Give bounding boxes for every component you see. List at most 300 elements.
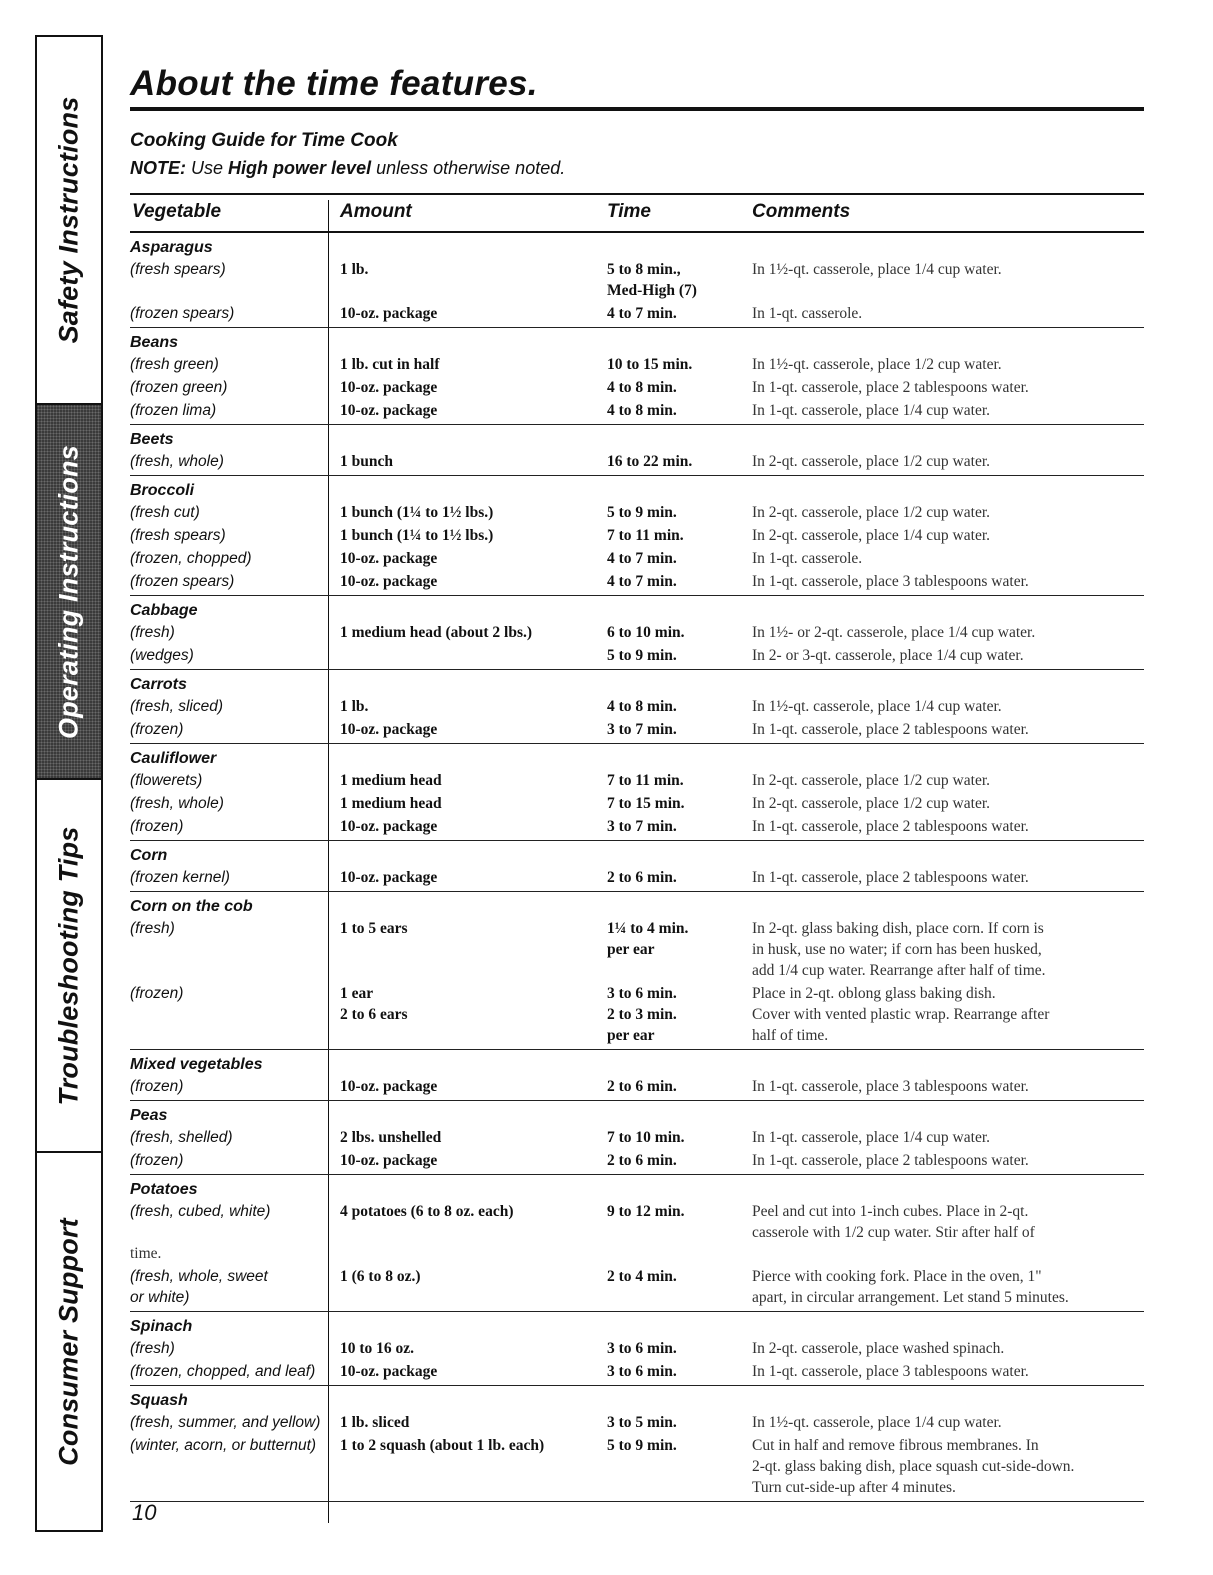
comment-cell [752, 1412, 1144, 1433]
table-row [130, 719, 1144, 740]
vegetable-form [130, 1338, 330, 1359]
table-header [130, 195, 1144, 233]
sidebar-tab-safety-instructions[interactable] [37, 37, 101, 405]
vegetable-group [130, 596, 1144, 670]
time-cell [607, 1266, 677, 1287]
sidebar-tab-label: Safety Instructions [53, 96, 84, 344]
comment-cell-line: Turn cut-side-up after 4 minutes. [752, 1479, 956, 1496]
comment-cell [752, 770, 1144, 791]
vegetable-form-line: (fresh spears) [130, 261, 226, 278]
time-cell-line: 6 to 10 min. [607, 624, 685, 641]
amount-cell [340, 622, 532, 643]
comment-cell-line: In 2-qt. casserole, place 1/2 cup water. [752, 504, 991, 521]
time-cell-line: 7 to 15 min. [607, 795, 685, 812]
amount-cell [340, 1076, 437, 1097]
amount-cell [340, 1435, 544, 1456]
amount-cell-line: 1 (6 to 8 oz.) [340, 1268, 421, 1285]
time-cell-line: Med-High (7) [607, 282, 697, 299]
amount-cell [340, 1150, 437, 1171]
vegetable-form [130, 451, 330, 472]
comment-cell-line: In 1½-qt. casserole, place 1/4 cup water. [752, 261, 1002, 278]
time-cell [607, 354, 692, 375]
comment-cell-line: Cut in half and remove fibrous membranes. In [752, 1437, 1039, 1454]
table-row [130, 1435, 1144, 1498]
vegetable-form-line: (frozen lima) [130, 402, 217, 419]
vegetable-form [130, 377, 330, 398]
amount-cell-line: 4 potatoes (6 to 8 oz. each) [340, 1203, 514, 1220]
amount-cell-line: 1 lb. [340, 261, 369, 278]
vegetable-form [130, 1127, 330, 1148]
amount-cell [340, 259, 368, 280]
comment-cell [752, 502, 1144, 523]
vegetable-name: Cauliflower [130, 750, 217, 767]
vegetable-form [130, 400, 330, 421]
comment-cell-line: Cover with vented plastic wrap. Rearrange after [752, 1006, 1050, 1023]
vegetable-form [130, 622, 330, 643]
table-row [130, 816, 1144, 837]
comment-cell [752, 354, 1144, 375]
time-cell-line: 4 to 8 min. [607, 402, 677, 419]
amount-cell-line: 10-oz. package [340, 1152, 438, 1169]
vegetable-form-line: (winter, acorn, or butternut) [130, 1437, 317, 1454]
time-cell [607, 770, 684, 791]
amount-cell-line: 10-oz. package [340, 573, 438, 590]
time-cell [607, 548, 677, 569]
time-cell-line: 3 to 6 min. [607, 1340, 677, 1357]
comment-cell-line: Pierce with cooking fork. Place in the oven, 1" [752, 1268, 1042, 1285]
note-bold: High power level [228, 158, 372, 178]
amount-cell [340, 400, 437, 421]
comment-cell-line: In 2-qt. casserole, place washed spinach. [752, 1340, 1005, 1357]
vegetable-name: Corn [130, 847, 168, 864]
comment-cell-line: In 1-qt. casserole. [752, 550, 863, 567]
vegetable-group [130, 233, 1144, 328]
amount-cell [340, 548, 437, 569]
vegetable-form [130, 793, 330, 814]
page-title: About the time features. [130, 64, 538, 103]
table-row [130, 983, 1144, 1046]
comment-cell [752, 400, 1144, 421]
time-cell-line: 2 to 6 min. [607, 869, 677, 886]
vegetable-form [130, 354, 330, 375]
vegetable-name: Beans [130, 334, 179, 351]
comment-cell-line: add 1/4 cup water. Rearrange after half of time. [752, 962, 1046, 979]
vegetable-group [130, 1101, 1144, 1175]
vegetable-form-line: (frozen) [130, 1078, 184, 1095]
table-row [130, 548, 1144, 569]
amount-cell [340, 696, 368, 717]
amount-cell [340, 571, 437, 592]
vegetable-form-line: (fresh, sliced) [130, 698, 224, 715]
sidebar-tab-label: Troubleshooting Tips [53, 826, 84, 1105]
comment-cell [752, 1201, 1144, 1243]
comment-continuation: time. [130, 1245, 162, 1262]
amount-cell [340, 983, 408, 1025]
time-cell [607, 1076, 677, 1097]
table-row [130, 1076, 1144, 1097]
time-cell-line: 5 to 8 min., [607, 261, 681, 278]
comment-cell-line: In 2-qt. glass baking dish, place corn. If corn is [752, 920, 1044, 937]
amount-cell [340, 354, 439, 375]
amount-cell-line: 1 to 2 squash (about 1 lb. each) [340, 1437, 545, 1454]
vegetable-form [130, 571, 330, 592]
time-cell-line: 16 to 22 min. [607, 453, 693, 470]
comment-cell-line: In 1-qt. casserole, place 2 tablespoons water. [752, 869, 1029, 886]
amount-cell [340, 1338, 414, 1359]
table-row [130, 354, 1144, 375]
time-cell-line: 4 to 7 min. [607, 573, 677, 590]
time-cell [607, 400, 677, 421]
vegetable-name: Cabbage [130, 602, 198, 619]
amount-cell-line: 10-oz. package [340, 305, 438, 322]
table-row [130, 1361, 1144, 1382]
amount-cell [340, 770, 442, 791]
comment-cell [752, 303, 1144, 324]
table-row [130, 571, 1144, 592]
note-label: NOTE: [130, 158, 186, 178]
table-row [130, 259, 1144, 301]
vegetable-group [130, 425, 1144, 476]
amount-cell-line: 1 bunch (1¼ to 1½ lbs.) [340, 527, 494, 544]
time-cell [607, 719, 677, 740]
time-cell [607, 622, 685, 643]
comment-cell [752, 1266, 1144, 1308]
comment-cell [752, 1150, 1144, 1171]
vegetable-form-line: (fresh, whole, sweet [130, 1268, 268, 1285]
amount-cell [340, 525, 493, 546]
comment-cell [752, 1076, 1144, 1097]
comment-cell-line: In 2-qt. casserole, place 1/2 cup water. [752, 772, 991, 789]
table-row [130, 918, 1144, 981]
amount-cell-line: 1 lb. cut in half [340, 356, 440, 373]
table-row [130, 1266, 1144, 1308]
vegetable-form-line: (frozen spears) [130, 573, 235, 590]
comment-cell-line: In 2- or 3-qt. casserole, place 1/4 cup water. [752, 647, 1024, 664]
time-cell-line: 5 to 9 min. [607, 1437, 677, 1454]
comment-cell [752, 1338, 1144, 1359]
header-comments: Comments [752, 201, 851, 222]
amount-cell [340, 645, 344, 666]
comment-cell-line: In 1½-qt. casserole, place 1/4 cup water. [752, 698, 1002, 715]
vegetable-form-line: (fresh) [130, 920, 175, 937]
table-row [130, 645, 1144, 666]
time-cell-line: 7 to 11 min. [607, 772, 684, 789]
amount-cell-line: 10-oz. package [340, 721, 438, 738]
note-suffix: unless otherwise noted. [376, 158, 566, 178]
table-row [130, 696, 1144, 717]
amount-cell-line: 1 medium head [340, 772, 442, 789]
amount-cell [340, 502, 493, 523]
time-cell-line: 9 to 12 min. [607, 1203, 685, 1220]
comment-cell [752, 571, 1144, 592]
comment-cell [752, 1435, 1144, 1498]
time-cell-line: 5 to 9 min. [607, 504, 677, 521]
note-line [130, 158, 565, 179]
time-cell [607, 1435, 677, 1456]
time-cell-line: 4 to 7 min. [607, 305, 677, 322]
vegetable-form [130, 1361, 330, 1382]
time-cell-line: per ear [607, 1027, 655, 1044]
vegetable-group [130, 328, 1144, 425]
vegetable-form [130, 1266, 330, 1308]
amount-cell [340, 1361, 437, 1382]
vegetable-group [130, 1175, 1144, 1312]
vegetable-group [130, 670, 1144, 744]
table-row [130, 1201, 1144, 1243]
time-cell-line: 3 to 5 min. [607, 1414, 677, 1431]
time-cell [607, 1127, 685, 1148]
table-row [130, 770, 1144, 791]
comment-cell [752, 1127, 1144, 1148]
time-cell [607, 983, 677, 1046]
time-cell-line: 2 to 6 min. [607, 1152, 677, 1169]
amount-cell [340, 1127, 441, 1148]
time-cell-line: 2 to 4 min. [607, 1268, 677, 1285]
sidebar-tab-troubleshooting-tips[interactable] [37, 780, 101, 1153]
table-row [130, 303, 1144, 324]
amount-cell [340, 1412, 409, 1433]
comment-cell-line: Peel and cut into 1-inch cubes. Place in 2-qt. [752, 1203, 1029, 1220]
page-number: 10 [132, 1500, 157, 1525]
comment-cell-line: 2-qt. glass baking dish, place squash cut-side-down. [752, 1458, 1075, 1475]
time-cell [607, 451, 692, 472]
comment-cell-line: In 1½-qt. casserole, place 1/2 cup water. [752, 356, 1002, 373]
amount-cell-line: 1 lb. sliced [340, 1414, 410, 1431]
time-cell-line: 3 to 6 min. [607, 1363, 677, 1380]
vegetable-form-line: (fresh spears) [130, 527, 226, 544]
amount-cell-line: 10-oz. package [340, 550, 438, 567]
vegetable-form-line: (frozen kernel) [130, 869, 230, 886]
vegetable-form-line: (frozen, chopped, and leaf) [130, 1363, 316, 1380]
sidebar-tab-consumer-support[interactable] [37, 1153, 101, 1530]
vegetable-form-line: (frozen green) [130, 379, 228, 396]
vegetable-form-line: (fresh green) [130, 356, 219, 373]
time-cell-line: 2 to 6 min. [607, 1078, 677, 1095]
comment-cell [752, 645, 1144, 666]
note-prefix: Use [191, 158, 224, 178]
time-cell [607, 1338, 677, 1359]
vegetable-name: Beets [130, 431, 174, 448]
amount-cell [340, 377, 437, 398]
comment-cell [752, 451, 1144, 472]
vegetable-form [130, 1412, 330, 1433]
comment-cell-line: Place in 2-qt. oblong glass baking dish. [752, 985, 996, 1002]
comment-cell-line: In 1-qt. casserole, place 2 tablespoons water. [752, 1152, 1029, 1169]
vegetable-name: Mixed vegetables [130, 1056, 263, 1073]
amount-cell-line: 10-oz. package [340, 818, 438, 835]
vegetable-name: Peas [130, 1107, 168, 1124]
vegetable-group [130, 1312, 1144, 1386]
table-row [130, 525, 1144, 546]
comment-cell-line: In 1-qt. casserole, place 2 tablespoons water. [752, 818, 1029, 835]
vegetable-form [130, 1150, 330, 1171]
table-row [130, 1150, 1144, 1171]
table-row [130, 400, 1144, 421]
vegetable-group [130, 1386, 1144, 1502]
comment-cell [752, 259, 1144, 280]
vegetable-form-line: (frozen, chopped) [130, 550, 252, 567]
comment-cell-line: in husk, use no water; if corn has been husked, [752, 941, 1042, 958]
time-cell [607, 918, 688, 960]
vegetable-form-line: (frozen) [130, 721, 184, 738]
amount-cell [340, 451, 393, 472]
comment-cell-line: apart, in circular arrangement. Let stand 5 minutes. [752, 1289, 1069, 1306]
time-cell [607, 793, 685, 814]
table-row [130, 622, 1144, 643]
time-cell [607, 867, 677, 888]
vegetable-group [130, 744, 1144, 841]
amount-cell-line: 1 to 5 ears [340, 920, 408, 937]
comment-cell-line: In 1-qt. casserole, place 3 tablespoons water. [752, 1078, 1029, 1095]
comment-cell-line: In 2-qt. casserole, place 1/4 cup water. [752, 527, 991, 544]
amount-cell-line: 1 ear [340, 985, 374, 1002]
time-cell [607, 1150, 677, 1171]
time-cell-line: 4 to 8 min. [607, 698, 677, 715]
time-cell-line: 7 to 11 min. [607, 527, 684, 544]
amount-cell-line: 2 to 6 ears [340, 1006, 408, 1023]
vegetable-form-line: (fresh, summer, and yellow) [130, 1414, 321, 1431]
time-cell-line: 4 to 8 min. [607, 379, 677, 396]
vegetable-group [130, 1050, 1144, 1101]
vegetable-form [130, 303, 330, 324]
vegetable-form-line: (fresh, cubed, white) [130, 1203, 271, 1220]
vegetable-form [130, 502, 330, 523]
amount-cell-line: 1 lb. [340, 698, 369, 715]
comment-cell-line: In 1½- or 2-qt. casserole, place 1/4 cup water. [752, 624, 1036, 641]
vegetable-form [130, 259, 330, 280]
comment-cell-line: In 1-qt. casserole, place 1/4 cup water. [752, 402, 991, 419]
vegetable-group [130, 892, 1144, 1050]
comment-cell-line: casserole with 1/2 cup water. Stir after half of [752, 1224, 1035, 1241]
amount-cell-line: 10-oz. package [340, 402, 438, 419]
comment-cell-line: In 1-qt. casserole, place 2 tablespoons water. [752, 721, 1029, 738]
time-cell [607, 303, 677, 324]
vegetable-form-line: (fresh) [130, 1340, 175, 1357]
vegetable-form [130, 719, 330, 740]
time-cell [607, 259, 697, 301]
time-cell [607, 502, 677, 523]
sidebar-tab-label: Operating Instructions [53, 444, 84, 739]
time-cell [607, 1361, 677, 1382]
vegetable-form-line: (wedges) [130, 647, 194, 664]
amount-cell-line: 1 medium head (about 2 lbs.) [340, 624, 533, 641]
amount-cell [340, 1266, 421, 1287]
vegetable-form [130, 525, 330, 546]
comment-cell [752, 1361, 1144, 1382]
sidebar [35, 35, 103, 1532]
vegetable-form [130, 1435, 330, 1456]
vegetable-form-line: (fresh, whole) [130, 453, 224, 470]
time-cell [607, 1201, 685, 1222]
amount-cell [340, 1201, 513, 1222]
vegetable-form [130, 548, 330, 569]
sidebar-tab-operating-instructions[interactable] [37, 405, 101, 780]
comment-cell-line: In 1½-qt. casserole, place 1/4 cup water. [752, 1414, 1002, 1431]
time-cell [607, 525, 684, 546]
vegetable-name: Asparagus [130, 239, 213, 256]
amount-cell [340, 793, 442, 814]
vegetable-form [130, 918, 330, 939]
table-row [130, 451, 1144, 472]
time-cell [607, 1412, 677, 1433]
time-cell-line: 7 to 10 min. [607, 1129, 685, 1146]
section-title: Cooking Guide for Time Cook [130, 130, 398, 151]
vegetable-form [130, 645, 330, 666]
table-row [130, 867, 1144, 888]
time-cell [607, 377, 677, 398]
vegetable-form [130, 770, 330, 791]
table-row [130, 1338, 1144, 1359]
comment-cell [752, 525, 1144, 546]
amount-cell-line: 1 bunch (1¼ to 1½ lbs.) [340, 504, 494, 521]
vegetable-form-line: (frozen) [130, 985, 184, 1002]
comment-cell-line: In 2-qt. casserole, place 1/2 cup water. [752, 453, 991, 470]
comment-cell-line: In 1-qt. casserole. [752, 305, 863, 322]
vegetable-form [130, 696, 330, 717]
vegetable-name: Squash [130, 1392, 188, 1409]
comment-cell [752, 867, 1144, 888]
vegetable-form-line: (frozen spears) [130, 305, 235, 322]
comment-cell [752, 983, 1144, 1046]
amount-cell [340, 719, 437, 740]
comment-cell-line: In 1-qt. casserole, place 3 tablespoons water. [752, 1363, 1029, 1380]
time-cell [607, 645, 677, 666]
table-row [130, 1412, 1144, 1433]
table-row [130, 502, 1144, 523]
vegetable-form-line: (frozen) [130, 1152, 184, 1169]
vegetable-form-line: (fresh cut) [130, 504, 200, 521]
vegetable-form-line: (fresh, whole) [130, 795, 224, 812]
time-cell-line: 4 to 7 min. [607, 550, 677, 567]
time-cell [607, 571, 677, 592]
title-rule [130, 107, 1144, 111]
comment-cell [752, 719, 1144, 740]
vegetable-name: Spinach [130, 1318, 193, 1335]
vegetable-form [130, 1201, 330, 1222]
table-row [130, 377, 1144, 398]
amount-cell [340, 816, 437, 837]
amount-cell-line: 2 lbs. unshelled [340, 1129, 442, 1146]
amount-cell [340, 303, 437, 324]
amount-cell-line: 10-oz. package [340, 869, 438, 886]
table-row [130, 793, 1144, 814]
amount-cell-line: 10-oz. package [340, 379, 438, 396]
vegetable-group [130, 841, 1144, 892]
comment-cell [752, 548, 1144, 569]
time-cell [607, 696, 677, 717]
header-amount: Amount [340, 201, 412, 222]
time-cell-line: 3 to 7 min. [607, 818, 677, 835]
sidebar-tab-label: Consumer Support [53, 1217, 84, 1466]
time-cell-line: 10 to 15 min. [607, 356, 693, 373]
vegetable-form [130, 983, 330, 1004]
amount-cell-line: 10 to 16 oz. [340, 1340, 415, 1357]
vegetable-form [130, 816, 330, 837]
vegetable-form-line: (fresh) [130, 624, 175, 641]
time-cell-line: 3 to 6 min. [607, 985, 677, 1002]
cooking-guide-table [130, 193, 1144, 1502]
amount-cell-line: 1 bunch [340, 453, 393, 470]
vegetable-group [130, 476, 1144, 596]
time-cell [607, 816, 677, 837]
amount-cell [340, 918, 408, 939]
vegetable-form [130, 867, 330, 888]
comment-cell-line: half of time. [752, 1027, 829, 1044]
comment-cell [752, 918, 1144, 981]
vegetable-form-line: (frozen) [130, 818, 184, 835]
time-cell-line: 5 to 9 min. [607, 647, 677, 664]
comment-cell [752, 793, 1144, 814]
